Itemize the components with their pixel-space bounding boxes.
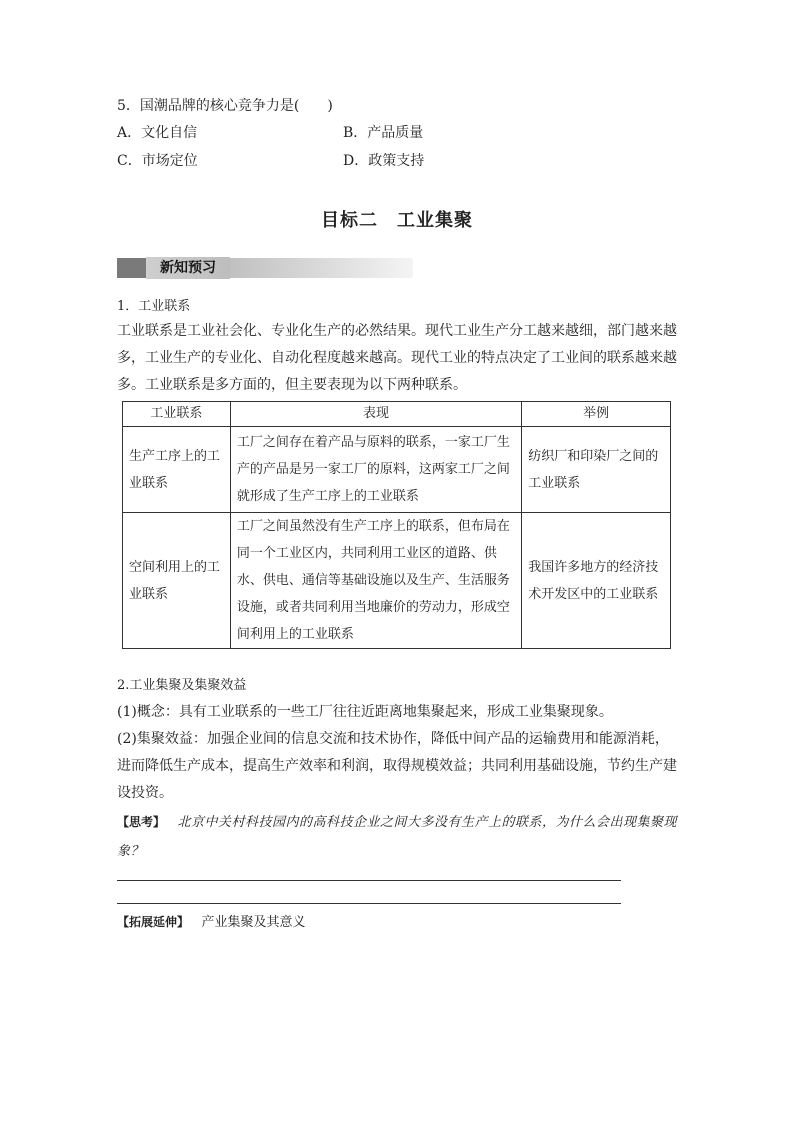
table-header-cell: 工业联系 (123, 402, 231, 427)
option-c: C．市场定位 (117, 153, 198, 169)
table-cell-example: 纺织厂和印染厂之间的工业联系 (522, 427, 671, 513)
table-row (123, 427, 671, 513)
table-cell-performance: 工厂之间虽然没有生产工序上的联系，但布局在同一个工业区内，共同利用工业区的道路、供水、供电、通信等基础设施以及生产、生活服务设施，或者共同利用当地廉价的劳动力，形成空间利用上的工业联系 (230, 513, 521, 649)
option-b: B．产品质量 (343, 125, 424, 141)
table-cell-type: 生产工序上的工业联系 (123, 427, 231, 513)
table-cell-performance: 工厂之间存在着产品与原料的联系，一家工厂生产的产品是另一家工厂的原料，这两家工厂之间就形成了生产工序上的工业联系 (230, 427, 521, 513)
think-block (117, 808, 677, 866)
part1-heading: 1．工业联系 (117, 299, 191, 314)
section-banner-label: 新知预习 (146, 257, 230, 279)
industrial-links-table (122, 401, 671, 649)
think-tag: 【思考】 (117, 815, 166, 829)
option-d: D．政策支持 (343, 153, 425, 169)
table-cell-example: 我国许多地方的经济技术开发区中的工业联系 (522, 513, 671, 649)
part1-paragraph: 工业联系是工业社会化、专业化生产的必然结果。现代工业生产分工越来越细，部门越来越多，工业生产的专业化、自动化程度越来越高。现代工业的特点决定了工业间的联系越来越多。工业联系是多方面的，但主要表现为以下两种联系。 (117, 323, 677, 393)
table-row (123, 513, 671, 649)
table-cell-type: 空间利用上的工业联系 (123, 513, 231, 649)
part2-heading: 2.工业集聚及集聚效益 (117, 678, 247, 693)
answer-line (117, 880, 621, 881)
question-stem: 5．国潮品牌的核心竞争力是( ) (117, 98, 333, 114)
part2-benefit: (2)集聚效益：加强企业间的信息交流和技术协作，降低中间产品的运输费用和能源消耗，进而降低生产成本，提高生产效率和利润，取得规模效益；共同利用基础设施，节约生产建设投资。 (117, 731, 677, 801)
extension-text: 产业集聚及其意义 (201, 915, 306, 930)
table-header-cell: 举例 (522, 402, 671, 427)
think-text: 北京中关村科技园内的高科技企业之间大多没有生产上的联系，为什么会出现集聚现象？ (117, 815, 677, 859)
answer-line (117, 903, 621, 904)
option-a: A．文化自信 (117, 125, 198, 141)
extension-tag: 【拓展延伸】 (117, 915, 190, 929)
section-title: 目标二 工业集聚 (321, 210, 473, 231)
table-header-cell: 表现 (230, 402, 521, 427)
part2-concept: (1)概念：具有工业联系的一些工厂往往近距离地集聚起来，形成工业集聚现象。 (117, 704, 613, 720)
extension-block (117, 912, 305, 933)
table-header-row (123, 402, 671, 427)
